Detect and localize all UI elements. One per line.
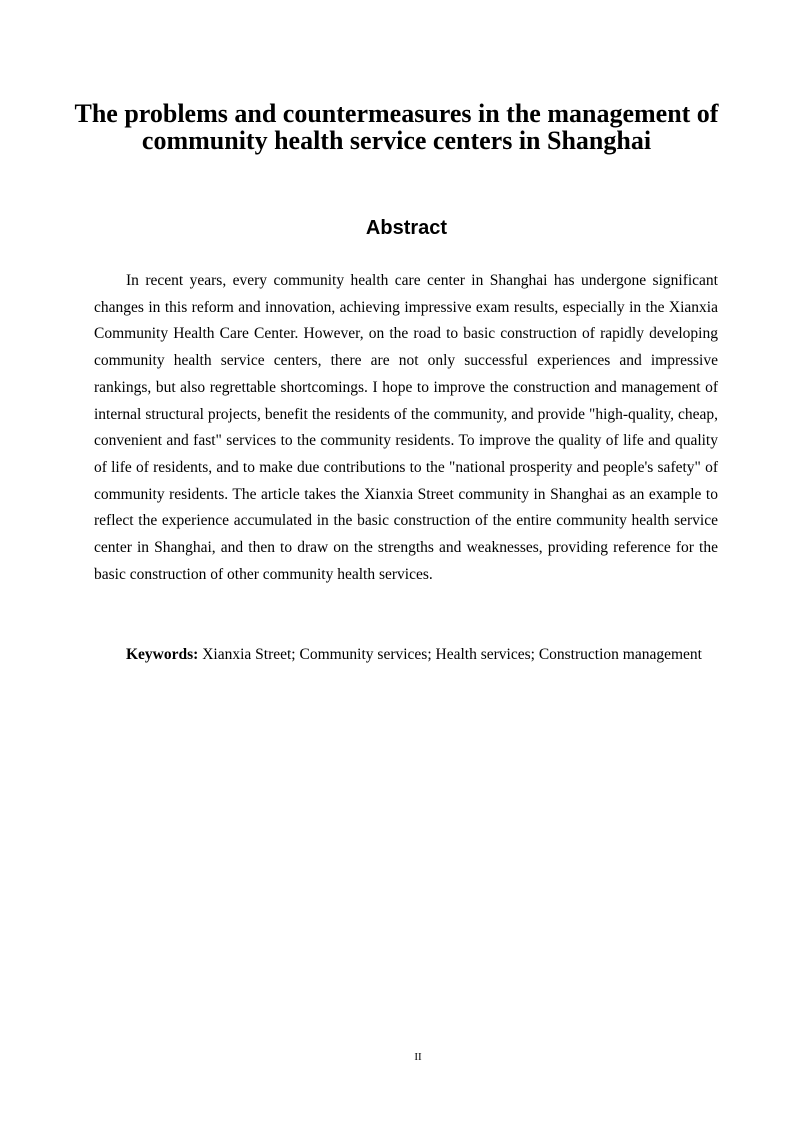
keywords-list: Xianxia Street; Community services; Health services; Construction management: [202, 646, 702, 663]
page-number: II: [414, 1051, 422, 1063]
abstract-paragraph: In recent years, every community health care center in Shanghai has undergone significant changes in this reform and innovation, achieving impressive exam results, especially in the Xianxia Community Health Care Center. However, on the road to basic construction of rapidly developing community health service centers, there are not only successful experiences and impressive rankings, but also regrettable shortcomings. I hope to improve the construction and management of internal structural projects, benefit the residents of the community, and provide "high-quality, cheap, convenient and fast" services to the community residents. To improve the quality of life and quality of life of residents, and to make due contributions to the "national prosperity and people's safety" of community residents. The article takes the Xianxia Street community in Shanghai as an example to reflect the experience accumulated in the basic construction of the entire community health service center in Shanghai, and then to draw on the strengths and weaknesses, providing reference for the basic construction of other community health services.: [94, 272, 718, 583]
abstract-heading: Abstract: [365, 217, 448, 239]
keywords-paragraph: [94, 642, 718, 669]
keywords-label: Keywords:: [126, 646, 199, 663]
paper-title: The problems and countermeasures in the management of community health service centers in Shanghai: [74, 99, 719, 155]
